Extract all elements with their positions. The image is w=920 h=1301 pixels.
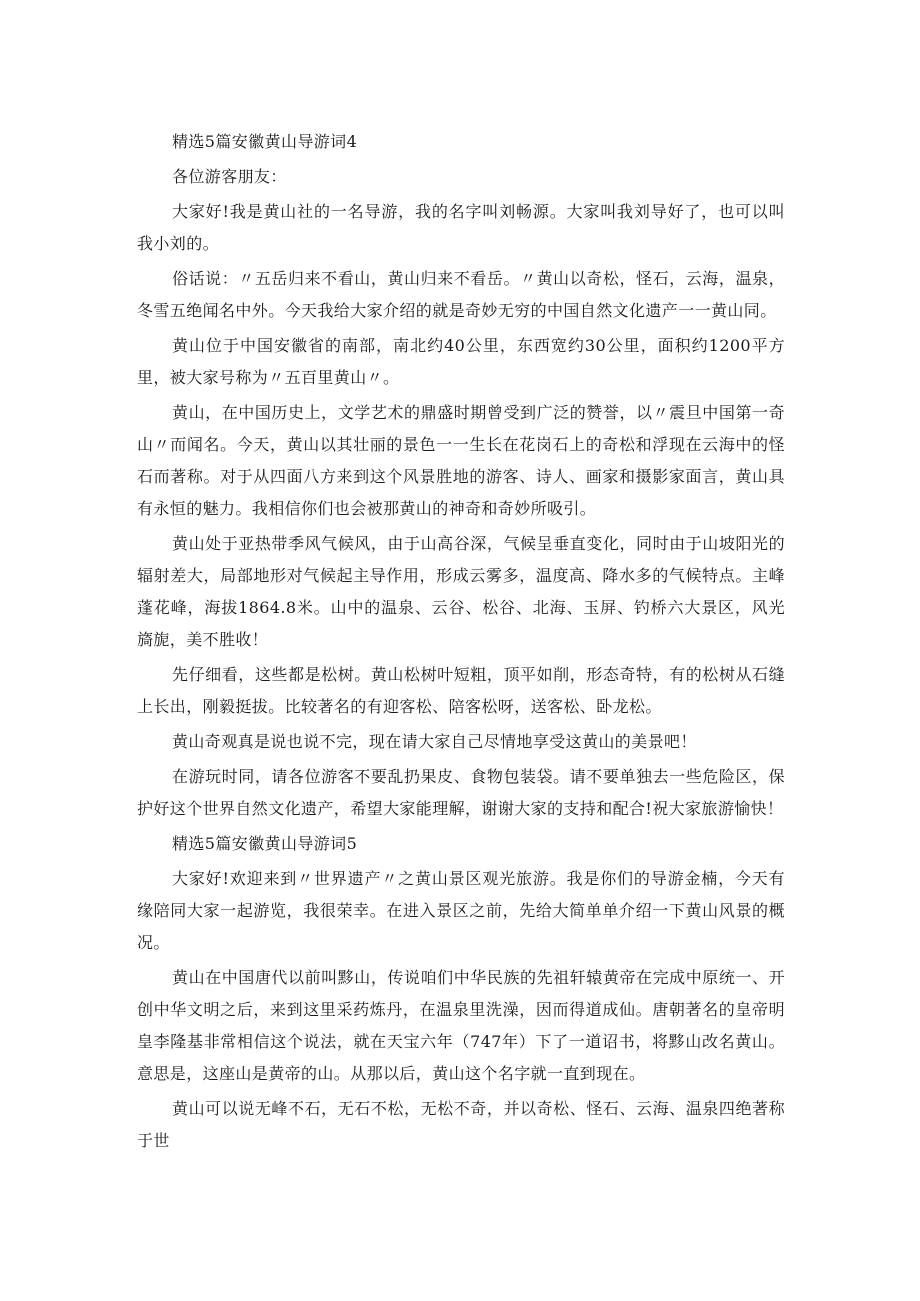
- document-body: [137, 126, 785, 1160]
- paragraph: 各位游客朋友：: [172, 167, 287, 186]
- section-heading: 精选5篇安徽黄山导游词4: [172, 132, 358, 151]
- paragraph: 俗话说：〃五岳归来不看山，黄山归来不看岳。〃黄山以奇松，怪石，云海，温泉，冬雪五绝闻名中外。今天我给大家介绍的就是奇妙无穷的中国自然文化遗产一一黄山同。: [137, 269, 785, 320]
- paragraph: 在游玩时同，请各位游客不要乱扔果皮、食物包装袋。请不要单独去一些危险区，保护好这个世界自然文化遗产，希望大家能理解，谢谢大家的支持和配合!祝大家旅游愉快！: [137, 767, 785, 818]
- paragraph: 黄山处于亚热带季风气候风，由于山高谷深，气候呈垂直变化，同时由于山坡阳光的辐射差大，局部地形对气候起主导作用，形成云雾多，温度高、降水多的气候特点。主峰蓬花峰，海拔1864.8米。山中的温泉、云谷、松谷、北海、玉屏、钓桥六大景区，风光旖旎，美不胜收！: [137, 534, 785, 649]
- paragraph: 黄山位于中国安徽省的南部，南北约40公里，东西宽约30公里，面积约1200平方里，被大家号称为〃五百里黄山〃。: [137, 336, 785, 387]
- paragraph: 先仔细看，这些都是松树。黄山松树叶短粗，顶平如削，形态奇特，有的松树从石缝上长出，刚毅挺拔。比较著名的有迎客松、陪客松呀，送客松、卧龙松。: [137, 665, 785, 716]
- paragraph: 黄山奇观真是说也说不完，现在请大家自己尽情地享受这黄山的美景吧！: [172, 732, 697, 751]
- paragraph: 黄山可以说无峰不石，无石不松，无松不奇，并以奇松、怪石、云海、温泉四绝著称于世: [137, 1099, 785, 1150]
- paragraph: 大家好!欢迎来到〃世界遗产〃之黄山景区观光旅游。我是你们的导游金楠，今天有缘陪同大家一起游览，我很荣幸。在进入景区之前，先给大简单单介绍一下黄山风景的概况。: [137, 869, 785, 952]
- paragraph: 大家好!我是黄山社的一名导游，我的名字叫刘畅源。大家叫我刘导好了，也可以叫我小刘的。: [137, 202, 785, 253]
- section-heading: 精选5篇安徽黄山导游词5: [172, 834, 358, 853]
- paragraph: 黄山在中国唐代以前叫黟山，传说咱们中华民族的先祖轩辕黄帝在完成中原统一、开创中华文明之后，来到这里采药炼丹，在温泉里洗澡，因而得道成仙。唐朝著名的皇帝明皇李隆基非常相信这个说法，就在天宝六年（747年）下了一道诏书，将黟山改名黄山。意思是，这座山是黄帝的山。从那以后，黄山这个名字就一直到现在。: [137, 968, 785, 1083]
- paragraph: 黄山，在中国历史上，文学艺术的鼎盛时期曾受到广泛的赞誉，以〃震旦中国第一奇山〃而闻名。今天，黄山以其壮丽的景色一一生长在花岗石上的奇松和浮现在云海中的怪石而著称。对于从四面八方来到这个风景胜地的游客、诗人、画家和摄影家面言，黄山具有永恒的魅力。我相信你们也会被那黄山的神奇和奇妙所吸引。: [137, 403, 785, 518]
